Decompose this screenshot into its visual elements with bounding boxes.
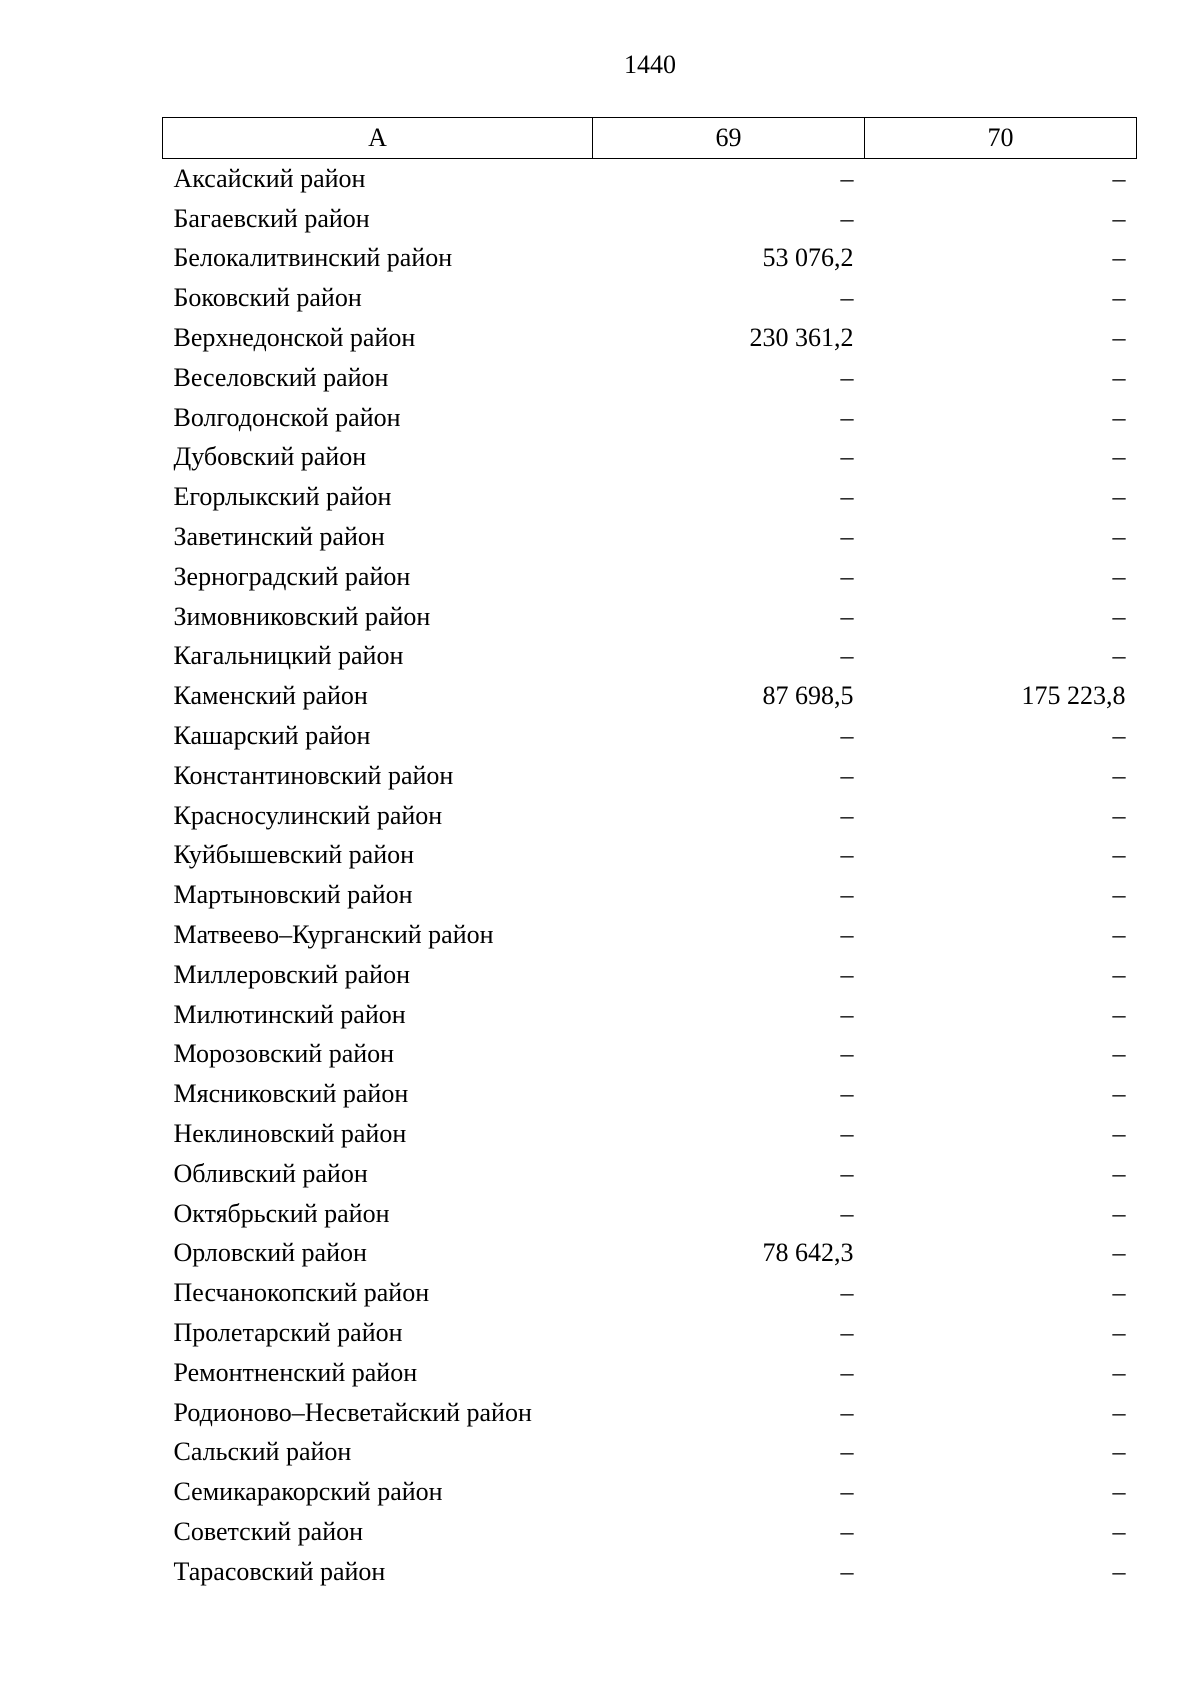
district-name-cell: Багаевский район bbox=[173, 203, 370, 233]
district-name-cell: Родионово–Несветайский район bbox=[173, 1397, 532, 1427]
value-69-cell: – bbox=[840, 721, 854, 751]
value-70-cell: 175 223,8 bbox=[1021, 681, 1126, 711]
value-70-cell: – bbox=[1112, 243, 1126, 273]
table-row bbox=[163, 716, 1137, 756]
district-name-cell: Егорлыкский район bbox=[173, 482, 392, 512]
value-69-cell: – bbox=[840, 442, 854, 472]
value-69-cell: – bbox=[840, 1556, 854, 1586]
value-70-cell: – bbox=[1112, 1477, 1126, 1507]
district-name-cell: Октябрьский район bbox=[173, 1198, 390, 1228]
table-row bbox=[163, 836, 1137, 876]
table-row bbox=[163, 438, 1137, 478]
district-name-cell: Мясниковский район bbox=[173, 1079, 409, 1109]
table-row bbox=[163, 756, 1137, 796]
value-70-cell: – bbox=[1112, 442, 1126, 472]
district-name-cell: Обливский район bbox=[173, 1158, 368, 1188]
value-69-cell: – bbox=[840, 1198, 854, 1228]
district-name-cell: Красносулинский район bbox=[173, 800, 443, 830]
table-row bbox=[163, 955, 1137, 995]
table-row bbox=[163, 796, 1137, 836]
district-name-cell: Пролетарский район bbox=[173, 1318, 403, 1347]
data-table bbox=[162, 117, 1137, 1592]
district-name-cell: Песчанокопский район bbox=[173, 1278, 430, 1308]
district-name-cell: Зимовниковский район bbox=[173, 601, 431, 631]
value-70-cell: – bbox=[1112, 1238, 1126, 1268]
table-row bbox=[163, 1353, 1137, 1393]
value-70-cell: – bbox=[1112, 1437, 1126, 1467]
value-69-cell: 53 076,2 bbox=[762, 243, 854, 273]
value-70-cell: – bbox=[1112, 522, 1126, 552]
page-number: 1440 bbox=[624, 50, 676, 79]
district-name-cell: Кашарский район bbox=[173, 721, 371, 751]
table-row bbox=[163, 278, 1137, 318]
table-row bbox=[163, 1433, 1137, 1473]
value-70-cell: – bbox=[1112, 163, 1126, 193]
value-70-cell: – bbox=[1112, 1556, 1126, 1586]
district-name-cell: Морозовский район bbox=[173, 1039, 395, 1069]
value-70-cell: – bbox=[1112, 601, 1126, 631]
district-name-cell: Ремонтненский район bbox=[173, 1357, 418, 1387]
value-69-cell: – bbox=[840, 283, 854, 313]
table-header bbox=[163, 118, 1137, 159]
value-70-cell: – bbox=[1112, 1397, 1126, 1427]
value-70-cell: – bbox=[1112, 561, 1126, 591]
district-name-cell: Куйбышевский район bbox=[173, 840, 415, 870]
column-header-69: 69 bbox=[593, 118, 865, 159]
district-name-cell: Верхнедонской район bbox=[173, 323, 416, 353]
value-69-cell: – bbox=[840, 1516, 854, 1546]
district-name-cell: Зерноградский район bbox=[173, 561, 411, 591]
value-69-cell: – bbox=[840, 203, 854, 233]
district-name-cell: Боковский район bbox=[173, 283, 362, 313]
table-row bbox=[163, 597, 1137, 637]
value-70-cell: – bbox=[1112, 641, 1126, 671]
value-69-cell: – bbox=[840, 1278, 854, 1308]
value-70-cell: – bbox=[1112, 920, 1126, 950]
column-header-a: А bbox=[163, 118, 593, 159]
value-70-cell: – bbox=[1112, 999, 1126, 1029]
value-70-cell: – bbox=[1112, 959, 1126, 989]
district-name-cell: Миллеровский район bbox=[173, 959, 411, 989]
value-69-cell: – bbox=[840, 760, 854, 790]
value-70-cell: – bbox=[1112, 840, 1126, 870]
value-70-cell: – bbox=[1112, 203, 1126, 233]
value-70-cell: – bbox=[1112, 283, 1126, 313]
table-row bbox=[163, 1552, 1137, 1592]
value-69-cell: – bbox=[840, 959, 854, 989]
district-name-cell: Каменский район bbox=[173, 681, 368, 711]
table-row bbox=[163, 318, 1137, 358]
value-70-cell: – bbox=[1112, 482, 1126, 512]
table-row bbox=[163, 517, 1137, 557]
district-name-cell: Белокалитвинский район bbox=[173, 243, 453, 273]
value-70-cell: – bbox=[1112, 323, 1126, 353]
table-row bbox=[163, 477, 1137, 517]
table-row bbox=[163, 995, 1137, 1035]
table-row bbox=[163, 358, 1137, 398]
value-69-cell: – bbox=[840, 1119, 854, 1149]
table-row bbox=[163, 1313, 1137, 1353]
value-69-cell: 78 642,3 bbox=[762, 1238, 854, 1268]
value-70-cell: – bbox=[1112, 1516, 1126, 1546]
table-row bbox=[163, 1194, 1137, 1234]
table-row bbox=[163, 1472, 1137, 1512]
value-69-cell: – bbox=[840, 1437, 854, 1467]
value-69-cell: – bbox=[840, 482, 854, 512]
value-69-cell: – bbox=[840, 1357, 854, 1387]
table-row bbox=[163, 239, 1137, 279]
district-name-cell: Тарасовский район bbox=[173, 1556, 386, 1586]
district-name-cell: Мартыновский район bbox=[173, 880, 413, 910]
value-70-cell: – bbox=[1112, 1119, 1126, 1149]
table-row bbox=[163, 1234, 1137, 1274]
district-name-cell: Орловский район bbox=[173, 1238, 367, 1268]
header-row bbox=[163, 118, 1137, 159]
value-69-cell: – bbox=[840, 880, 854, 910]
district-name-cell: Советский район bbox=[173, 1516, 364, 1546]
table-row bbox=[163, 875, 1137, 915]
value-70-cell: – bbox=[1112, 1318, 1126, 1347]
value-69-cell: – bbox=[840, 1397, 854, 1427]
table-row bbox=[163, 398, 1137, 438]
value-69-cell: – bbox=[840, 1477, 854, 1507]
column-header-70: 70 bbox=[865, 118, 1137, 159]
value-70-cell: – bbox=[1112, 760, 1126, 790]
value-69-cell: – bbox=[840, 800, 854, 830]
value-69-cell: – bbox=[840, 641, 854, 671]
value-69-cell: – bbox=[840, 920, 854, 950]
table-row bbox=[163, 1035, 1137, 1075]
table-row bbox=[163, 676, 1137, 716]
table-row bbox=[163, 1154, 1137, 1194]
value-70-cell: – bbox=[1112, 1039, 1126, 1069]
value-69-cell: – bbox=[840, 1318, 854, 1347]
district-name-cell: Заветинский район bbox=[173, 522, 385, 552]
value-70-cell: – bbox=[1112, 1357, 1126, 1387]
table-body bbox=[163, 159, 1137, 1592]
table-row bbox=[163, 199, 1137, 239]
value-69-cell: 87 698,5 bbox=[762, 681, 854, 711]
value-70-cell: – bbox=[1112, 402, 1126, 432]
value-69-cell: – bbox=[840, 840, 854, 870]
district-name-cell: Милютинский район bbox=[173, 999, 406, 1029]
value-70-cell: – bbox=[1112, 1278, 1126, 1308]
value-69-cell: – bbox=[840, 362, 854, 392]
table-row bbox=[163, 1273, 1137, 1313]
value-70-cell: – bbox=[1112, 880, 1126, 910]
table-row bbox=[163, 1114, 1137, 1154]
value-69-cell: – bbox=[840, 402, 854, 432]
district-name-cell: Неклиновский район bbox=[173, 1119, 407, 1149]
value-69-cell: – bbox=[840, 163, 854, 193]
district-name-cell: Семикаракорский район bbox=[173, 1477, 443, 1507]
district-name-cell: Дубовский район bbox=[173, 442, 367, 472]
value-70-cell: – bbox=[1112, 1198, 1126, 1228]
value-70-cell: – bbox=[1112, 362, 1126, 392]
value-69-cell: – bbox=[840, 601, 854, 631]
district-name-cell: Волгодонской район bbox=[173, 402, 401, 432]
value-70-cell: – bbox=[1112, 800, 1126, 830]
table-row bbox=[163, 915, 1137, 955]
value-69-cell: – bbox=[840, 1079, 854, 1109]
table-row bbox=[163, 557, 1137, 597]
value-69-cell: – bbox=[840, 1158, 854, 1188]
value-70-cell: – bbox=[1112, 721, 1126, 751]
value-69-cell: – bbox=[840, 522, 854, 552]
table-row bbox=[163, 1393, 1137, 1433]
district-name-cell: Сальский район bbox=[173, 1437, 352, 1467]
table-row bbox=[163, 1512, 1137, 1552]
value-70-cell: – bbox=[1112, 1158, 1126, 1188]
value-70-cell: – bbox=[1112, 1079, 1126, 1109]
district-name-cell: Константиновский район bbox=[173, 760, 454, 790]
table-row bbox=[163, 1074, 1137, 1114]
table-row bbox=[163, 637, 1137, 677]
value-69-cell: – bbox=[840, 561, 854, 591]
value-69-cell: – bbox=[840, 1039, 854, 1069]
value-69-cell: 230 361,2 bbox=[749, 323, 854, 353]
district-name-cell: Аксайский район bbox=[173, 163, 366, 193]
table-row bbox=[163, 159, 1137, 199]
district-name-cell: Веселовский район bbox=[173, 362, 389, 392]
district-name-cell: Матвеево–Курганский район bbox=[173, 920, 494, 950]
value-69-cell: – bbox=[840, 999, 854, 1029]
district-name-cell: Кагальницкий район bbox=[173, 641, 404, 671]
